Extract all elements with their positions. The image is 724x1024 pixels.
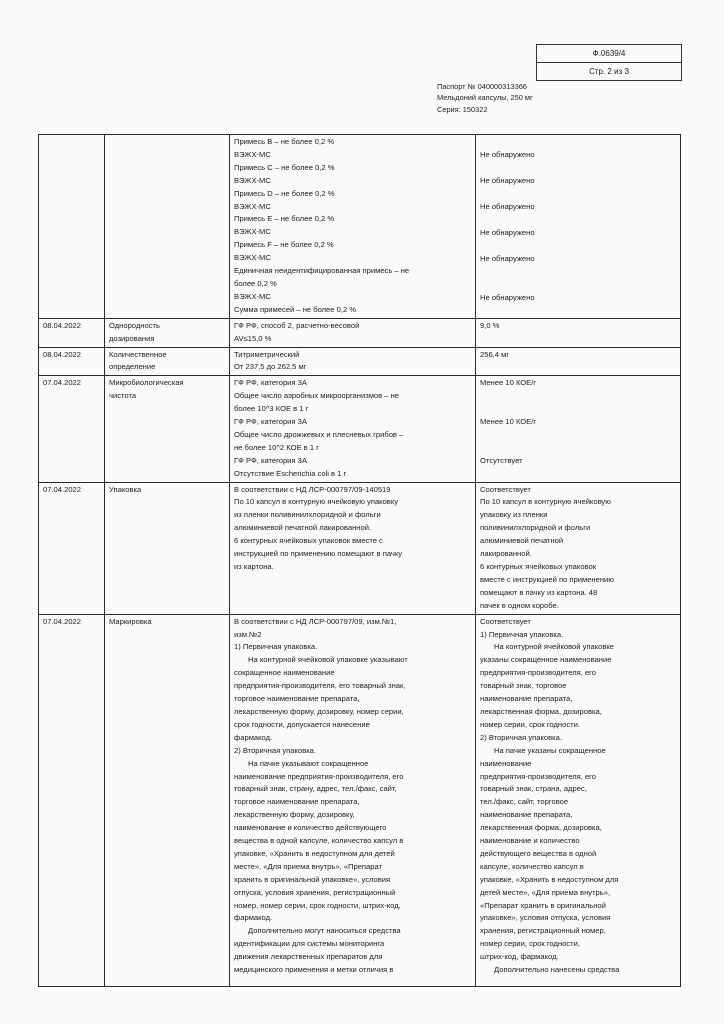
result-line: По 10 капсул в контурную ячейковую	[480, 497, 611, 507]
spec-line: ВЭЖХ-МС	[234, 253, 271, 263]
result-line: вместе с инструкцией по применению	[480, 574, 614, 584]
spec-line: вещества в одной капсуле, количество капсул в	[234, 836, 404, 846]
date-cell: 08.04.2022	[39, 347, 105, 376]
spec-line: наименование предприятия-производителя, его	[234, 771, 404, 781]
spec-cell	[230, 376, 476, 482]
spec-line: более 0,2 %	[234, 278, 277, 288]
spec-line: Титриметрический	[234, 349, 300, 359]
result-line: штрих-код, фармакод.	[480, 952, 559, 962]
parameter-cell	[105, 135, 230, 319]
spec-line: ВЭЖХ-МС	[234, 175, 271, 185]
spec-line: Общее число аэробных микроорганизмов – не	[234, 391, 400, 401]
spec-line: движения лекарственных препаратов для	[234, 952, 383, 962]
spec-line: медицинского применения и метки отличия в	[234, 965, 394, 975]
spec-line: лекарственную форму, дозировку, номер серии,	[234, 706, 404, 716]
spec-line: Примесь F – не более 0,2 %	[234, 240, 334, 250]
result-line: предприятия-производителя, его	[480, 668, 597, 678]
spec-line: не более 10^2 КОЕ в 1 г	[234, 442, 319, 452]
result-line: предприятия-производителя, его	[480, 771, 597, 781]
result-line: упаковку из пленки	[480, 510, 548, 520]
spec-line: сокращенное наименование	[234, 668, 335, 678]
table-row-impurities	[39, 135, 681, 319]
spec-line: 2) Вторичная упаковка.	[234, 745, 316, 755]
table-row-quantity	[39, 347, 681, 376]
result-line: указаны сокращенное наименование	[480, 655, 612, 665]
spec-line: срок годности, допускается нанесение	[234, 719, 370, 729]
form-code-box	[536, 44, 682, 81]
spec-cell	[230, 318, 476, 347]
spec-line: ВЭЖХ-МС	[234, 291, 271, 301]
result-line: упаковке, «Хранить в недоступном для	[480, 874, 619, 884]
spec-line: изм.№2	[234, 629, 262, 639]
spec-line: Единичная неидентифицированная примесь – не	[234, 266, 410, 276]
result-line: наименование	[480, 758, 532, 768]
result-line: поливинилхлоридной и фольги	[480, 523, 591, 533]
result-value: Менее 10 КОЕ/г	[480, 417, 537, 427]
result-cell: 256,4 мг	[476, 347, 681, 376]
result-cell	[476, 614, 681, 986]
parameter-line: дозирования	[109, 333, 155, 343]
table-row-microbiology	[39, 376, 681, 482]
result-value: Отсутствует	[480, 456, 523, 466]
date-cell	[39, 135, 105, 319]
result-line: наименование и количество	[480, 836, 580, 846]
spec-line: из пленки поливинилхлоридной и фольги	[234, 510, 381, 520]
parameter-cell: Маркировка	[105, 614, 230, 986]
spec-line: лекарственную форму, дозировку,	[234, 810, 355, 820]
series-number: Серия: 150322	[437, 104, 488, 114]
spec-line: ГФ РФ, категория 3А	[234, 417, 307, 427]
result-value: Не обнаружено	[480, 227, 535, 237]
spec-cell	[230, 614, 476, 986]
spec-line: Примесь D – не более 0,2 %	[234, 188, 335, 198]
spec-line: Примесь C – не более 0,2 %	[234, 162, 335, 172]
spec-line: ВЭЖХ-МС	[234, 201, 271, 211]
spec-line: Примесь E – не более 0,2 %	[234, 214, 335, 224]
parameter-line: Однородность	[109, 320, 160, 330]
parameter-line: чистота	[109, 391, 137, 401]
result-line: 1) Первичная упаковка.	[480, 629, 564, 639]
result-line: лекарственная форма, дозировка,	[480, 706, 602, 716]
spec-line: из картона.	[234, 562, 274, 571]
spec-line: номер, номер серии, срок годности, штрих-код,	[234, 900, 401, 910]
result-line: 6 контурных ячейковых упаковок	[480, 562, 597, 571]
result-line: лакированной.	[480, 549, 532, 559]
spec-line: идентификации для системы мониторинга	[234, 939, 385, 949]
spec-line: Отсутствие Escherichia coli в 1 г	[234, 468, 347, 478]
spec-cell	[230, 135, 476, 319]
date-cell: 07.04.2022	[39, 376, 105, 482]
spec-line: ГФ РФ, способ 2, расчетно-весовой	[234, 320, 360, 330]
result-line: действующего вещества в одной	[480, 848, 597, 858]
result-line: алюминиевой печатной	[480, 536, 564, 546]
spec-line: отпуска, условия хранения, регистрационный	[234, 887, 396, 897]
spec-line: От 237,5 до 262,5 мг	[234, 362, 307, 372]
result-line: На контурной ячейковой упаковке	[494, 642, 615, 652]
result-line: капсуле, количество капсул в	[480, 861, 584, 871]
result-line: упаковке», условия отпуска, условия	[480, 913, 611, 923]
result-cell	[476, 482, 681, 614]
spec-line: Общее число дрожжевых и плесневых грибов –	[234, 429, 404, 439]
spec-line: ГФ РФ, категория 3А	[234, 378, 307, 388]
spec-line: наименование и количество действующего	[234, 823, 387, 833]
spec-line: фармакод.	[234, 732, 273, 742]
spec-line: ГФ РФ, категория 3А	[234, 455, 307, 465]
spec-line: предприятия-производителя, его товарный знак,	[234, 681, 406, 691]
spec-line: В соответствии с НД ЛСР-000797/09-140519	[234, 484, 391, 494]
spec-line: По 10 капсул в контурную ячейковую упаковку	[234, 497, 399, 507]
spec-line: упаковке, «Хранить в недоступном для детей	[234, 848, 395, 858]
result-value: Не обнаружено	[480, 201, 535, 211]
spec-cell	[230, 482, 476, 614]
spec-line: ВЭЖХ-МС	[234, 227, 271, 237]
document-header	[437, 81, 533, 115]
result-line: «Препарат хранить в оригинальной	[480, 900, 606, 910]
result-cell	[476, 376, 681, 482]
result-line: 2) Вторичная упаковка.	[480, 732, 562, 742]
table-row-uniformity	[39, 318, 681, 347]
result-cell: 9,0 %	[476, 318, 681, 347]
page-number: Стр. 2 из 3	[537, 62, 681, 80]
passport-number: Паспорт № 040000313366	[437, 82, 527, 91]
spec-line: торговое наименование препарата,	[234, 797, 360, 807]
result-line: помещают в пачку из картона. 48	[480, 587, 598, 597]
result-line: На пачке указаны сокращенное	[494, 745, 606, 755]
spec-line: 1) Первичная упаковка.	[234, 642, 318, 652]
result-line: номер серии, срок годности,	[480, 939, 580, 949]
spec-line: AV≤15,0 %	[234, 333, 272, 343]
spec-line: Дополнительно могут наноситься средства	[248, 926, 401, 936]
spec-line: В соответствии с НД ЛСР-000797/09, изм.№1,	[234, 616, 397, 626]
result-line: лекарственная форма, дозировка,	[480, 823, 602, 833]
spec-line: товарный знак, страну, адрес, тел./факс, сайт,	[234, 784, 397, 794]
table-row-packaging	[39, 482, 681, 614]
spec-line: алюминиевой печатной лакированной.	[234, 523, 372, 533]
result-value: Менее 10 КОЕ/г	[480, 378, 537, 388]
result-value: Не обнаружено	[480, 175, 535, 185]
result-cell	[476, 135, 681, 319]
result-line: товарный знак, торговое	[480, 681, 567, 691]
result-line: товарный знак, страна, адрес,	[480, 784, 587, 794]
parameter-cell	[105, 318, 230, 347]
result-value: Не обнаружено	[480, 292, 535, 302]
parameter-cell: Упаковка	[105, 482, 230, 614]
result-line: Соответствует	[480, 484, 531, 494]
spec-cell	[230, 347, 476, 376]
result-line: тел./факс, сайт, торговое	[480, 797, 569, 807]
spec-line: месте», «Для приема внутрь», «Препарат	[234, 861, 383, 871]
date-cell: 08.04.2022	[39, 318, 105, 347]
spec-line: фармакод.	[234, 913, 273, 923]
spec-line: ВЭЖХ-МС	[234, 149, 271, 159]
parameter-line: Микробиологическая	[109, 378, 184, 388]
result-value: Не обнаружено	[480, 150, 535, 159]
spec-line: более 10^3 КОЕ в 1 г	[234, 404, 309, 414]
date-cell: 07.04.2022	[39, 482, 105, 614]
product-name: Мельдоний капсулы, 250 мг	[437, 93, 533, 103]
parameter-line: Количественное	[109, 349, 167, 359]
form-code: Ф.0639/4	[592, 49, 626, 58]
spec-line: торговое наименование препарата,	[234, 694, 360, 704]
spec-line: На пачке указывают сокращенное	[248, 758, 369, 768]
result-line: детей месте», «Для приема внутрь»,	[480, 887, 611, 897]
result-line: хранения, регистрационный номер,	[480, 926, 606, 936]
result-value: Не обнаружено	[480, 253, 535, 263]
result-line: пачек в одном коробе.	[480, 600, 559, 610]
result-line: номер серии, срок годности.	[480, 719, 580, 729]
result-line: Дополнительно нанесены средства	[494, 965, 620, 975]
spec-line: инструкцией по применению помещают в пачку	[234, 549, 403, 559]
result-line: Соответствует	[480, 616, 531, 626]
result-line: наименование препарата,	[480, 694, 573, 704]
parameter-cell	[105, 347, 230, 376]
spec-line: Сумма примесей – не более 0,2 %	[234, 304, 357, 314]
parameter-line: определение	[109, 362, 156, 372]
date-cell: 07.04.2022	[39, 614, 105, 986]
spec-line: 6 контурных ячейковых упаковок вместе с	[234, 536, 383, 546]
parameter-cell	[105, 376, 230, 482]
spec-line: На контурной ячейковой упаковке указывают	[248, 655, 408, 665]
result-line: наименование препарата,	[480, 810, 573, 820]
spec-line: хранить в оригинальной упаковке», условия	[234, 874, 391, 884]
table-row-marking	[39, 614, 681, 986]
test-results-table	[38, 134, 681, 987]
spec-line: Примесь B – не более 0,2 %	[234, 137, 335, 146]
